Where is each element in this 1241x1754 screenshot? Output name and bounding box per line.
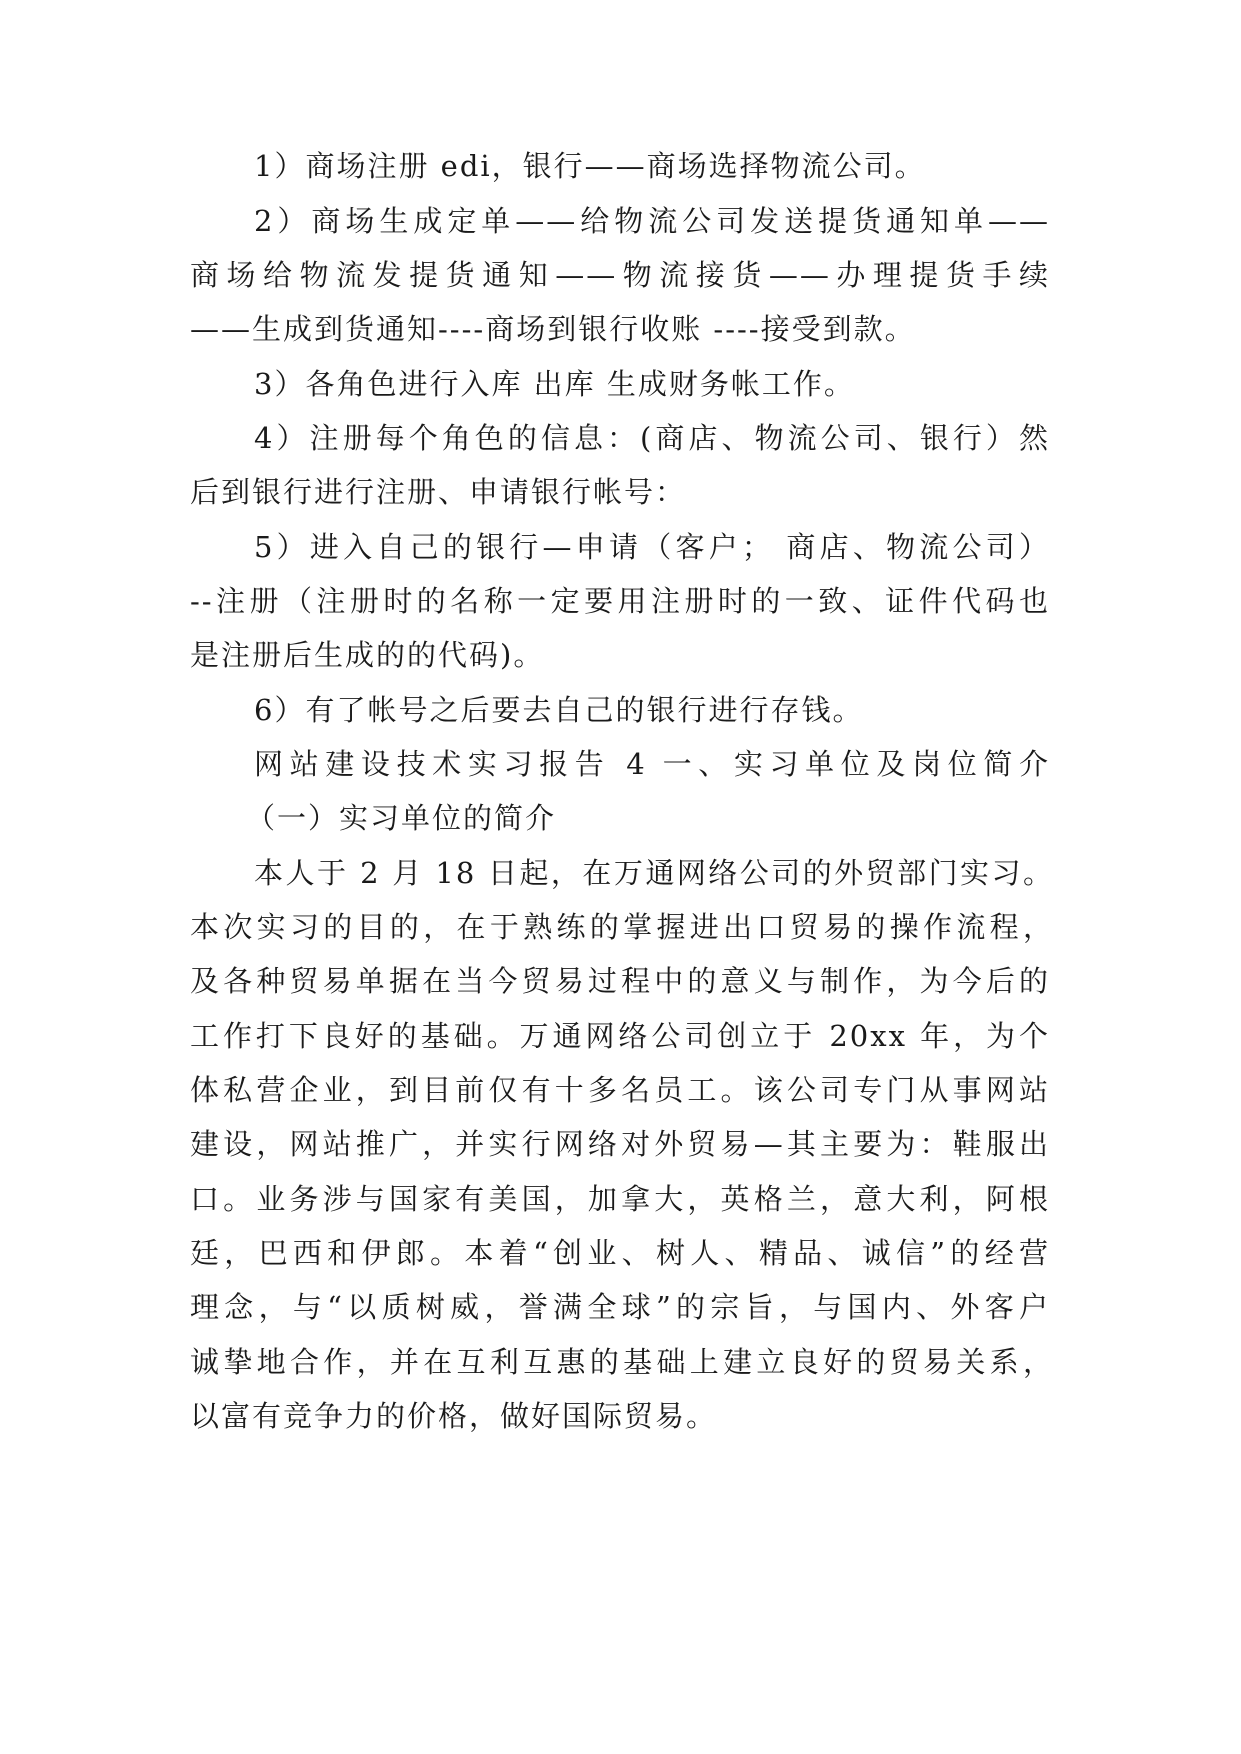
text-line-18: 体私营企业，到目前仅有十多名员工。该公司专门从事网站 (190, 1073, 1050, 1107)
text-line-17: 工作打下良好的基础。万通网络公司创立于 20xx 年，为个 (190, 1019, 1050, 1053)
text-line-3: 商场给物流发提货通知——物流接货——办理提货手续 (190, 258, 1050, 292)
text-line-16: 及各种贸易单据在当今贸易过程中的意义与制作，为今后的 (190, 964, 1050, 998)
text-line-22: 理念，与“以质树威，誉满全球”的宗旨，与国内、外客户 (190, 1290, 1050, 1324)
text-line-8: 5）进入自己的银行—申请（客户； 商店、物流公司） (254, 530, 1050, 564)
text-line-23: 诚挚地合作，并在互利互惠的基础上建立良好的贸易关系， (190, 1345, 1054, 1379)
subsection-heading: （一）实习单位的简介 (246, 801, 557, 835)
text-line-5: 3）各角色进行入库 出库 生成财务帐工作。 (254, 367, 855, 401)
text-line-6: 4）注册每个角色的信息：(商店、物流公司、银行）然 (254, 421, 1050, 455)
section-heading-line: 网站建设技术实习报告 4 一、实习单位及岗位简介 (254, 747, 1050, 781)
text-line-19: 建设，网站推广，并实行网络对外贸易—其主要为：鞋服出 (190, 1127, 1050, 1161)
text-line-7: 后到银行进行注册、申请银行帐号： (190, 475, 687, 509)
text-line-15: 本次实习的目的，在于熟练的掌握进出口贸易的操作流程， (190, 910, 1054, 944)
text-line-4: ——生成到货通知----商场到银行收账 ----接受到款。 (190, 312, 916, 346)
text-line-21: 廷，巴西和伊郎。本着“创业、树人、精品、诚信”的经营 (190, 1236, 1050, 1270)
text-line-11: 6）有了帐号之后要去自己的银行进行存钱。 (254, 693, 864, 727)
text-line-9: --注册（注册时的名称一定要用注册时的一致、证件代码也 (190, 584, 1050, 618)
text-line-24: 以富有竞争力的价格，做好国际贸易。 (190, 1399, 718, 1433)
text-line-2: 2）商场生成定单——给物流公司发送提货通知单—— (254, 204, 1050, 238)
text-line-20: 口。业务涉与国家有美国，加拿大，英格兰，意大利，阿根 (190, 1182, 1050, 1216)
text-line-14: 本人于 2 月 18 日起，在万通网络公司的外贸部门实习。 (254, 856, 1054, 890)
text-line-10: 是注册后生成的的代码)。 (190, 638, 545, 672)
text-line-1: 1）商场注册 edi，银行——商场选择物流公司。 (254, 149, 926, 183)
